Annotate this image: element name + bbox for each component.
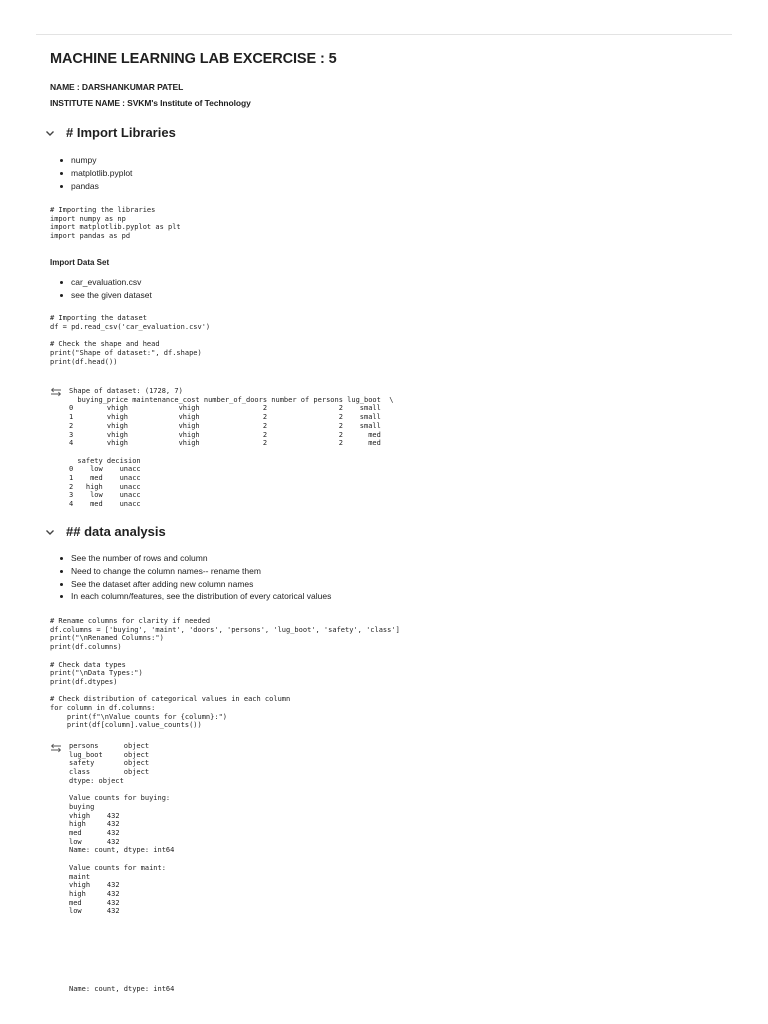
list-item: See the dataset after adding new column names (58, 578, 331, 591)
code-cell-read-dataset[interactable]: # Importing the dataset df = pd.read_csv('car_evaluation.csv') # Check the shape and head print("Shape of dataset:", df.shape) print(df.head()) (50, 314, 211, 366)
list-item: numpy (58, 154, 132, 167)
code-cell-imports[interactable]: # Importing the libraries import numpy as np import matplotlib.pyplot as plt import pandas as pd (50, 206, 181, 241)
section-data-analysis[interactable] (44, 524, 166, 539)
analysis-list (58, 552, 331, 603)
output-dataset-head: Shape of dataset: (1728, 7) buying_price maintenance_cost number_of_doors number of persons lug_boot \ 0 vhigh vhigh 2 2 small 1 vhigh vhigh 2 2 small 2 vhigh vhigh 2 2 small 3 vhigh vhigh 2 2 med 4 vhigh vhigh 2 2 med safety decision 0 low unacc 1 med unacc 2 high unacc 3 low unacc 4 med unacc (69, 387, 394, 509)
list-item: In each column/features, see the distribution of every catorical values (58, 590, 331, 603)
code-cell-analysis[interactable]: # Rename columns for clarity if needed df.columns = ['buying', 'maint', 'doors', 'persons', 'lug_boot', 'safety', 'class'] print("\nRenamed Columns:") print(df.columns) # Check data types print("\nData Types:") print(df.dtypes) # Check distribution of categorical values in each column for column in df.columns: print(f"\nValue counts for {column}:") print(df[column].value_counts()) (50, 617, 400, 730)
section-import-libraries[interactable] (44, 125, 176, 140)
section-title: ## data analysis (66, 524, 166, 539)
output-toggle-icon[interactable] (50, 387, 62, 397)
list-item: see the given dataset (58, 289, 152, 302)
dataset-list (58, 276, 152, 302)
list-item: Need to change the column names-- rename them (58, 565, 331, 578)
list-item: See the number of rows and column (58, 552, 331, 565)
page-title: MACHINE LEARNING LAB EXCERCISE : 5 (50, 51, 337, 67)
output-value-counts-continued: Name: count, dtype: int64 (69, 985, 175, 993)
output-toggle-icon[interactable] (50, 743, 62, 753)
institute-name: INSTITUTE NAME : SVKM's Institute of Technology (50, 98, 251, 108)
top-divider (36, 34, 732, 35)
library-list (58, 154, 132, 192)
list-item: car_evaluation.csv (58, 276, 152, 289)
chevron-down-icon[interactable] (44, 127, 56, 139)
list-item: pandas (58, 180, 132, 193)
author-name: NAME : DARSHANKUMAR PATEL (50, 82, 184, 92)
chevron-down-icon[interactable] (44, 526, 56, 538)
section-title: # Import Libraries (66, 125, 176, 140)
list-item: matplotlib.pyplot (58, 167, 132, 180)
subheading-import-dataset: Import Data Set (50, 258, 110, 267)
output-value-counts: persons object lug_boot object safety object class object dtype: object Value counts for buying: buying vhigh 432 high 432 med 432 low 432 Name: count, dtype: int64 Value counts for maint: maint vhigh 432 high 432 med 432 low 432 (69, 742, 175, 916)
